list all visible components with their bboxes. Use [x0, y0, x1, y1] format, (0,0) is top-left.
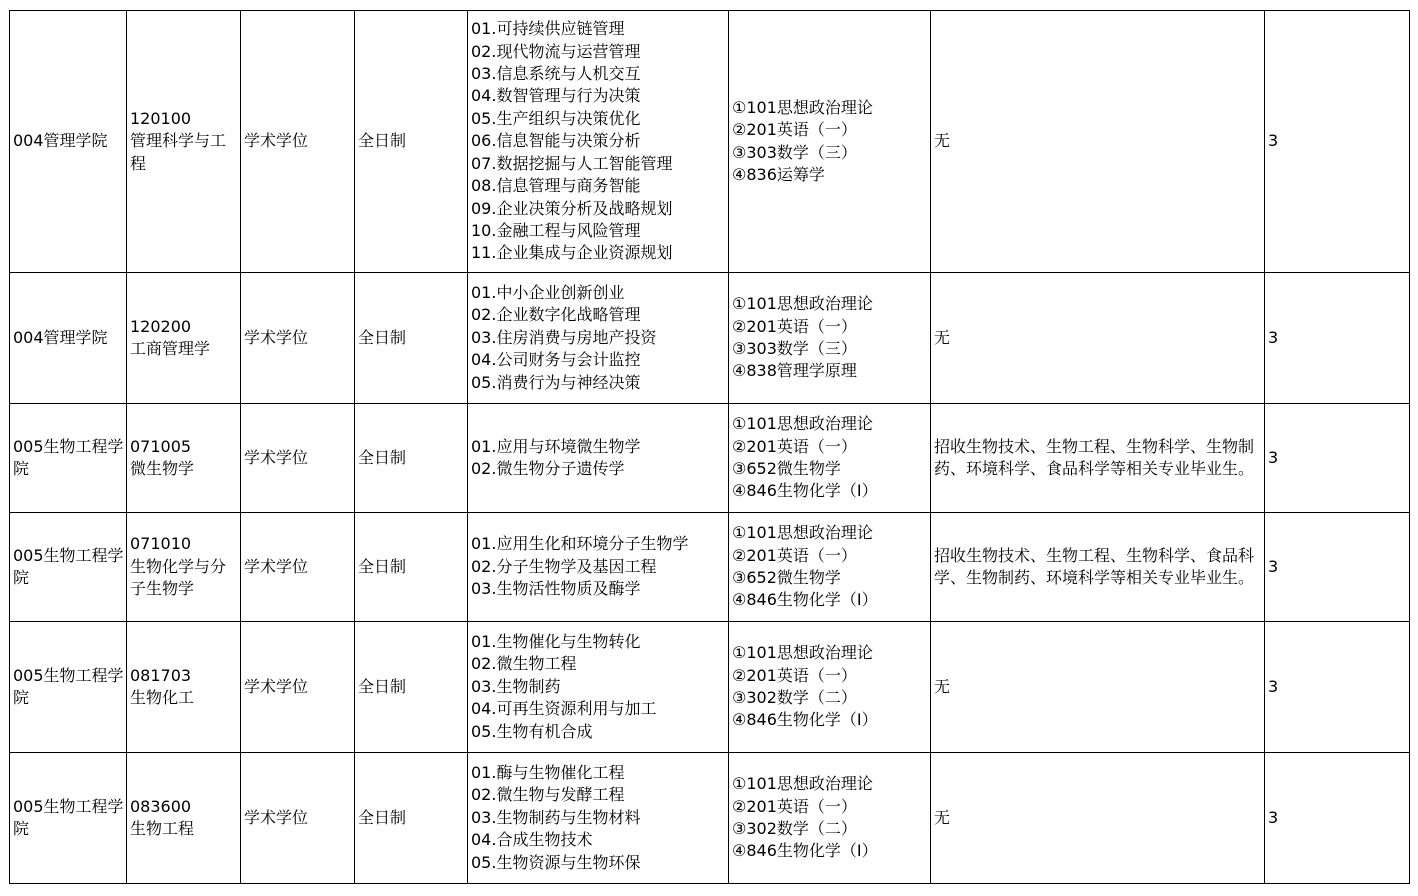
research-directions-cell: [468, 622, 729, 753]
major-code: 083600: [130, 796, 192, 816]
major-cell: [127, 622, 241, 753]
major-code: 071005: [130, 436, 192, 456]
research-direction: 02.微生物分子遗传学: [471, 459, 625, 478]
major-code: 120100: [130, 108, 192, 128]
college-cell: 005生物工程学院: [10, 513, 127, 622]
research-direction: 09.企业决策分析及战略规划: [471, 198, 673, 218]
degree-type-cell: 学术学位: [241, 513, 355, 622]
exam-subject: ③652微生物学: [732, 568, 841, 587]
research-directions-cell: [468, 11, 729, 273]
remarks-cell: 无: [931, 11, 1265, 273]
research-direction: 01.中小企业创新创业: [471, 282, 625, 302]
exam-subject: ③302数学（二）: [732, 688, 857, 707]
major-cell: [127, 273, 241, 404]
quota-cell: 3: [1265, 513, 1410, 622]
table-row: [10, 753, 1410, 884]
exam-subject: ②201英语（一）: [732, 545, 857, 565]
major-code: 120200: [130, 316, 192, 336]
major-name: 微生物学: [130, 459, 195, 478]
study-mode-cell: 全日制: [355, 273, 468, 404]
research-direction: 05.生产组织与决策优化: [471, 108, 641, 128]
table-row: [10, 513, 1410, 622]
remarks-cell: 无: [931, 273, 1265, 404]
research-direction: 04.数智管理与行为决策: [471, 86, 641, 106]
exam-subjects-cell: [729, 404, 931, 513]
major-code: 071010: [130, 534, 192, 554]
degree-type-cell: 学术学位: [241, 273, 355, 404]
major-cell: [127, 513, 241, 622]
exam-subject: ④836运筹学: [732, 164, 825, 184]
study-mode-cell: 全日制: [355, 622, 468, 753]
research-direction: 01.酶与生物催化工程: [471, 762, 625, 782]
study-mode-cell: 全日制: [355, 11, 468, 273]
remarks-cell: 无: [931, 622, 1265, 753]
table-row: [10, 404, 1410, 513]
college-cell: 005生物工程学院: [10, 404, 127, 513]
major-name: 生物工程: [130, 819, 195, 838]
college-cell: 005生物工程学院: [10, 622, 127, 753]
exam-subject: ①101思想政治理论: [732, 643, 873, 663]
research-direction: 02.分子生物学及基因工程: [471, 556, 657, 576]
research-direction: 03.住房消费与房地产投资: [471, 327, 657, 347]
research-direction: 11.企业集成与企业资源规划: [471, 243, 673, 263]
major-name: 生物化学与分子生物学: [130, 556, 227, 599]
research-direction: 02.企业数字化战略管理: [471, 305, 641, 325]
major-cell: [127, 753, 241, 884]
research-direction: 01.应用与环境微生物学: [471, 436, 641, 456]
research-direction: 05.消费行为与神经决策: [471, 372, 641, 392]
exam-subject: ③303数学（三）: [732, 142, 857, 162]
major-cell: [127, 404, 241, 513]
quota-cell: 3: [1265, 404, 1410, 513]
exam-subject: ①101思想政治理论: [732, 774, 873, 794]
major-name: 生物化工: [130, 688, 195, 707]
exam-subject: ④846生物化学（I）: [732, 590, 878, 610]
college-cell: 004管理学院: [10, 273, 127, 404]
degree-type-cell: 学术学位: [241, 11, 355, 273]
exam-subject: ④846生物化学（I）: [732, 710, 878, 730]
remarks-cell: 招收生物技术、生物工程、生物科学、食品科学、生物制药、环境科学等相关专业毕业生。: [931, 513, 1265, 622]
remarks-cell: 招收生物技术、生物工程、生物科学、生物制药、环境科学、食品科学等相关专业毕业生。: [931, 404, 1265, 513]
research-direction: 03.信息系统与人机交互: [471, 64, 641, 84]
quota-cell: 3: [1265, 11, 1410, 273]
quota-cell: 3: [1265, 273, 1410, 404]
research-direction: 02.微生物与发酵工程: [471, 785, 625, 805]
research-direction: 05.生物有机合成: [471, 721, 593, 741]
exam-subject: ④838管理学原理: [732, 361, 857, 381]
major-name: 工商管理学: [130, 339, 211, 358]
research-direction: 06.信息智能与决策分析: [471, 131, 641, 151]
exam-subject: ①101思想政治理论: [732, 523, 873, 543]
major-name: 管理科学与工程: [130, 131, 227, 173]
quota-cell: 3: [1265, 622, 1410, 753]
college-cell: 005生物工程学院: [10, 753, 127, 884]
exam-subjects-cell: [729, 513, 931, 622]
research-direction: 02.现代物流与运营管理: [471, 41, 641, 61]
research-direction: 01.可持续供应链管理: [471, 19, 625, 39]
exam-subject: ④846生物化学（I）: [732, 481, 878, 501]
table-row: [10, 622, 1410, 753]
exam-subject: ④846生物化学（I）: [732, 841, 878, 861]
exam-subjects-cell: [729, 622, 931, 753]
research-directions-cell: [468, 753, 729, 884]
major-code: 081703: [130, 665, 192, 685]
research-direction: 01.应用生化和环境分子生物学: [471, 534, 689, 554]
research-direction: 04.公司财务与会计监控: [471, 350, 641, 370]
exam-subjects-cell: [729, 11, 931, 273]
exam-subject: ①101思想政治理论: [732, 97, 873, 117]
college-cell: 004管理学院: [10, 11, 127, 273]
research-direction: 02.微生物工程: [471, 654, 577, 674]
exam-subject: ②201英语（一）: [732, 120, 857, 140]
degree-type-cell: 学术学位: [241, 404, 355, 513]
exam-subject: ②201英语（一）: [732, 796, 857, 816]
exam-subject: ③303数学（三）: [732, 339, 857, 358]
remarks-cell: 无: [931, 753, 1265, 884]
research-direction: 08.信息管理与商务智能: [471, 176, 641, 196]
research-directions-cell: [468, 513, 729, 622]
exam-subject: ①101思想政治理论: [732, 294, 873, 314]
exam-subjects-cell: [729, 753, 931, 884]
study-mode-cell: 全日制: [355, 513, 468, 622]
research-direction: 03.生物活性物质及酶学: [471, 579, 641, 599]
degree-type-cell: 学术学位: [241, 753, 355, 884]
research-direction: 01.生物催化与生物转化: [471, 631, 641, 651]
exam-subject: ③652微生物学: [732, 459, 841, 478]
research-direction: 03.生物制药: [471, 676, 561, 696]
study-mode-cell: 全日制: [355, 753, 468, 884]
exam-subject: ②201英语（一）: [732, 436, 857, 456]
research-direction: 07.数据挖掘与人工智能管理: [471, 153, 673, 173]
major-cell: [127, 11, 241, 273]
quota-cell: 3: [1265, 753, 1410, 884]
research-direction: 05.生物资源与生物环保: [471, 852, 641, 872]
admissions-table: [9, 10, 1410, 884]
exam-subject: ②201英语（一）: [732, 665, 857, 685]
degree-type-cell: 学术学位: [241, 622, 355, 753]
exam-subjects-cell: [729, 273, 931, 404]
table-row: [10, 11, 1410, 273]
research-direction: 04.可再生资源利用与加工: [471, 699, 657, 719]
exam-subject: ①101思想政治理论: [732, 414, 873, 434]
research-direction: 10.金融工程与风险管理: [471, 220, 641, 240]
research-direction: 03.生物制药与生物材料: [471, 807, 641, 827]
research-directions-cell: [468, 273, 729, 404]
exam-subject: ③302数学（二）: [732, 819, 857, 838]
research-direction: 04.合成生物技术: [471, 830, 593, 850]
exam-subject: ②201英语（一）: [732, 316, 857, 336]
study-mode-cell: 全日制: [355, 404, 468, 513]
table-row: [10, 273, 1410, 404]
research-directions-cell: [468, 404, 729, 513]
